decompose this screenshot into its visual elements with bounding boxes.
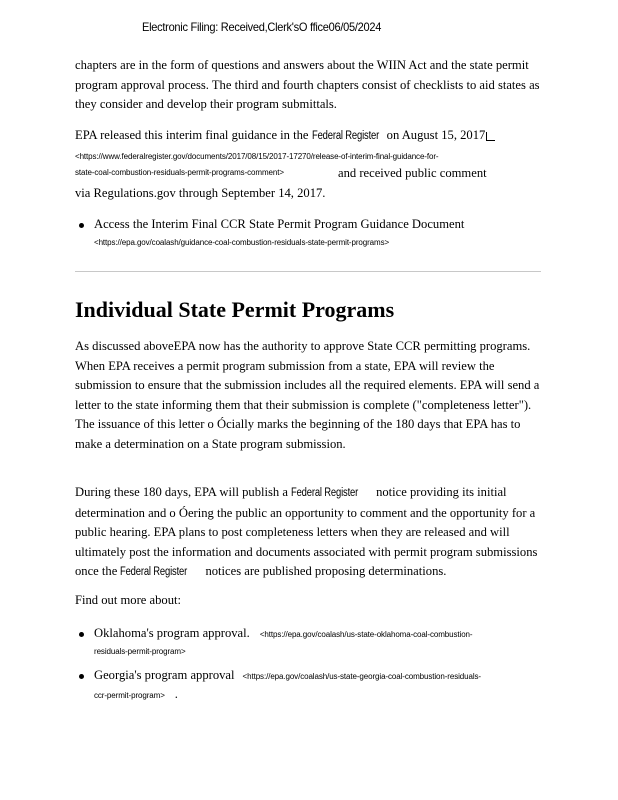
regulations-text: via Regulations.gov through September 14, 2017. (75, 185, 326, 200)
public-comment-text: and received public comment (338, 165, 487, 180)
list-item (75, 666, 545, 705)
section-paragraph-1: As discussed aboveEPA now has the authority to approve State CCR permitting programs. When EPA receives a permit program submission from a state, EPA will review the submission to ensure that the submission includes all the required elements. EPA will send a letter to the state informing them that their submission is complete ("completeness letter"). The issuance of this letter o Ócially marks the beginning of the 180 days that EPA has to make a determination on a State program submission. (75, 339, 540, 451)
divider (75, 271, 541, 272)
georgia-url-line2[interactable]: ccr-permit-program> (94, 691, 165, 700)
list-item (75, 215, 545, 251)
bullet-icon (79, 223, 84, 228)
para2-text-a: During these 180 days, EPA will publish a (75, 485, 288, 499)
release-text: EPA released this interim final guidance in the (75, 128, 309, 142)
guidance-link[interactable]: Access the Interim Final CCR State Permit Program Guidance Document (94, 217, 465, 231)
federal-register-link[interactable]: Federal Register (311, 130, 379, 142)
federal-register-url-line1[interactable]: <https://www.federalregister.gov/documents/2017/08/15/2017-17270/release-of-interim-final-guidance-for- (75, 151, 439, 161)
trailing-period: . (174, 687, 178, 701)
georgia-url-line1[interactable]: <https://epa.gov/coalash/us-state-georgia-coal-combustion-residuals- (242, 671, 481, 681)
guidance-url[interactable]: <https://epa.gov/coalash/guidance-coal-combustion-residuals-state-permit-programs> (94, 237, 390, 247)
oklahoma-link[interactable]: Oklahoma's program approval. (94, 626, 250, 640)
program-links-list (75, 624, 545, 705)
release-date: on August 15, 2017 (386, 128, 486, 142)
bullet-icon (79, 632, 84, 637)
federal-register-link[interactable]: Federal Register (120, 566, 188, 578)
intro-paragraph: chapters are in the form of questions and answers about the WIIN Act and the state permit program approval process. The third and fourth chapters consist of checklists to aid states as they consider and develop their program submittals. (75, 58, 540, 111)
guidance-list (75, 215, 545, 251)
bullet-icon (79, 674, 84, 679)
list-item (75, 624, 545, 660)
section-heading: Individual State Permit Programs (75, 297, 395, 322)
external-link-icon (486, 132, 495, 141)
oklahoma-url-line1[interactable]: <https://epa.gov/coalash/us-state-oklahoma-coal-combustion- (259, 630, 473, 639)
para2-text-c: notices are published proposing determinations. (205, 564, 447, 578)
federal-register-link[interactable]: Federal Register (291, 487, 359, 499)
section-paragraph-2 (75, 483, 545, 583)
georgia-link[interactable]: Georgia's program approval (94, 667, 235, 682)
oklahoma-url-line2[interactable]: residuals-permit-program> (94, 646, 186, 656)
release-paragraph (75, 126, 545, 203)
filing-stamp: Electronic Filing: Received,Clerk'sO ffice06/05/2024 (142, 20, 382, 34)
para2-text-b: notice providing its initial determination and o Óering the public an opportunity to comment and the opportunity for a public hearing. EPA plans to post completeness letters when they are released and will ultimately post the information and documents associated with permit program submissions once the (75, 485, 538, 578)
federal-register-url-line2[interactable]: state-coal-combustion-residuals-permit-programs-comment> (75, 167, 284, 177)
find-out-label: Find out more about: (75, 593, 181, 607)
